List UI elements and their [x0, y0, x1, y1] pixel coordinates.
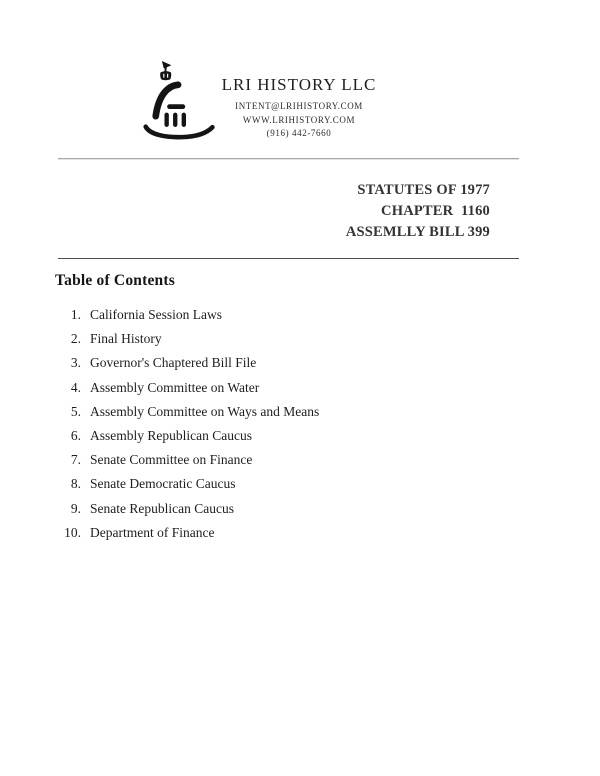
toc-item-number: 6.	[70, 427, 81, 443]
toc-item-label: Senate Republican Caucus	[90, 500, 234, 516]
toc-item	[0, 354, 600, 378]
toc-item	[0, 306, 600, 330]
toc-item-number: 5.	[70, 403, 81, 419]
toc-item	[0, 379, 600, 403]
toc-item-label: Assembly Committee on Ways and Means	[90, 403, 320, 419]
toc-item-label: Governor's Chaptered Bill File	[90, 355, 257, 371]
header-divider	[58, 158, 519, 160]
toc-item-label: Department of Finance	[90, 524, 215, 540]
toc-list	[0, 306, 600, 548]
toc-item-number: 1.	[70, 307, 81, 322]
chapter-line: CHAPTER 1160	[381, 203, 490, 219]
toc-item-label: Assembly Committee on Water	[90, 379, 260, 395]
toc-item-number: 10.	[64, 524, 81, 540]
toc-item	[0, 451, 600, 475]
toc-heading: Table of Contents	[55, 272, 175, 289]
toc-item-label: Senate Democratic Caucus	[90, 476, 236, 492]
toc-item	[0, 403, 600, 427]
company-email: INTENT@LRIHISTORY.COM	[235, 101, 363, 111]
toc-item	[0, 330, 600, 354]
company-phone: (916) 442-7660	[266, 128, 332, 138]
toc-item-number: 3.	[70, 355, 81, 371]
company-website: WWW.LRIHISTORY.COM	[242, 114, 356, 125]
section-divider	[58, 258, 519, 259]
contact-block	[179, 100, 419, 141]
toc-item-number: 2.	[70, 331, 81, 347]
toc-item	[0, 524, 600, 548]
company-name: LRI HISTORY LLC	[221, 75, 377, 94]
toc-item	[0, 427, 600, 451]
toc-item	[0, 500, 600, 524]
assembly-bill-line: ASSEMLLY BILL 399	[345, 224, 490, 240]
toc-item-number: 4.	[70, 379, 81, 395]
statutes-line: STATUTES OF 1977	[357, 182, 490, 198]
toc-item-number: 9.	[70, 500, 81, 516]
letterhead	[179, 74, 419, 141]
toc-item-label: Senate Committee on Finance	[90, 452, 253, 468]
toc-item-label: Final History	[90, 331, 162, 347]
toc-item-label: Assembly Republican Caucus	[90, 427, 252, 443]
toc-item	[0, 475, 600, 499]
case-header	[346, 180, 490, 243]
toc-item-number: 7.	[70, 452, 81, 468]
toc-item-label: California Session Laws	[90, 307, 222, 322]
toc-item-number: 8.	[70, 476, 81, 492]
